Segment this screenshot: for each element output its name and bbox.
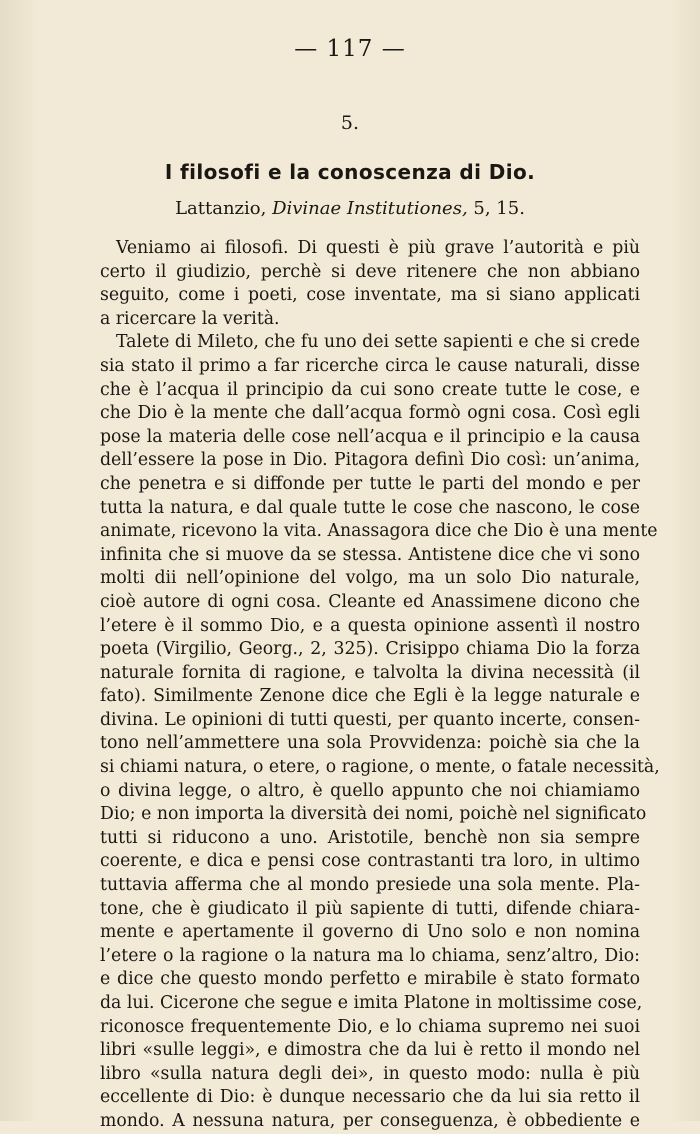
source-citation bbox=[0, 198, 700, 219]
text-line: naturale fornita di ragione, e talvolta la divina necessità (il bbox=[100, 662, 640, 683]
text-line: tutti si riducono a uno. Aristotile, benchè non sia sempre bbox=[100, 827, 640, 848]
text-line: mente e apertamente il governo di Uno solo e non nomina bbox=[100, 922, 640, 943]
text-line: riconosce frequentemente Dio, e lo chiama supremo nei suoi bbox=[100, 1016, 640, 1037]
text-line: tone, che è giudicato il più sapiente di tutti, difende chiara- bbox=[100, 898, 640, 919]
chapter-title: I filosofi e la conoscenza di Dio. bbox=[164, 160, 536, 184]
text-line: che è l’acqua il principio da cui sono create tutte le cose, e bbox=[100, 379, 640, 400]
section-number: 5. bbox=[340, 112, 360, 134]
text-line: mondo. A nessuna natura, per conseguenza, è obbediente e bbox=[100, 1110, 640, 1131]
text-line: seguito, come i poeti, cose inventate, ma si siano applicati bbox=[100, 285, 640, 306]
text-line: o divina legge, o altro, è quello appunto che noi chiamiamo bbox=[100, 780, 640, 801]
text-line: tuttavia afferma che al mondo presiede una sola mente. Pla- bbox=[100, 875, 640, 896]
text-line: animate, ricevono la vita. Anassagora dice che Dio è una mente bbox=[100, 521, 658, 542]
text-line: libri «sulle leggi», e dimostra che da lui è retto il mondo nel bbox=[100, 1040, 640, 1061]
text-line: sia stato il primo a far ricerche circa le cause naturali, disse bbox=[100, 355, 640, 376]
text-line: l’etere o la ragione o la natura ma lo chiama, senz’altro, Dio: bbox=[100, 945, 640, 966]
text-line: libro «sulla natura degli dei», in questo modo: nulla è più bbox=[100, 1063, 640, 1084]
text-line: eccellente di Dio: è dunque necessario che da lui sia retto il bbox=[100, 1087, 640, 1108]
source-work: Divinae Institutiones, bbox=[272, 198, 468, 219]
text-line: dell’essere la pose in Dio. Pitagora definì Dio così: un’anima, bbox=[100, 450, 640, 471]
text-line: poeta (Virgilio, Georg., 2, 325). Crisippo chiama Dio la forza bbox=[100, 639, 640, 660]
text-line: tono nell’ammettere una sola Provvidenza: poichè sia che la bbox=[100, 733, 640, 754]
text-line: si chiami natura, o etere, o ragione, o mente, o fatale necessità, bbox=[100, 757, 660, 778]
text-line: pose la materia delle cose nell’acqua e il principio e la causa bbox=[100, 426, 640, 447]
text-line: Dio; e non importa la diversità dei nomi, poichè nel significato bbox=[100, 804, 647, 825]
text-line: coerente, e dica e pensi cose contrastanti tra loro, in ultimo bbox=[100, 851, 640, 872]
source-reference: 5, 15. bbox=[467, 198, 525, 219]
text-line: da lui. Cicerone che segue e imita Platone in moltissime cose, bbox=[100, 993, 643, 1013]
text-line: cioè autore di ogni cosa. Cleante ed Anassimene dicono che bbox=[100, 591, 640, 612]
text-line: che Dio è la mente che dall’acqua formò ogni cosa. Così egli bbox=[100, 403, 640, 424]
text-line: a ricercare la verità. bbox=[100, 308, 280, 329]
text-line: fato). Similmente Zenone dice che Egli è la legge naturale e bbox=[100, 686, 640, 707]
text-line: Talete di Mileto, che fu uno dei sette sapienti e che si crede bbox=[116, 332, 640, 353]
text-line: tutta la natura, e dal quale tutte le cose che nascono, le cose bbox=[100, 497, 640, 518]
text-line: certo il giudizio, perchè si deve ritenere che non abbiano bbox=[100, 261, 640, 282]
text-line: divina. Le opinioni di tutti questi, per quanto incerte, consen- bbox=[100, 709, 640, 730]
body-text bbox=[100, 237, 660, 1134]
text-line: che penetra e si diffonde per tutte le parti del mondo e per bbox=[100, 473, 640, 494]
page-number: — 117 — bbox=[294, 36, 406, 62]
text-line: l’etere è il sommo Dio, e a questa opinione assentì il nostro bbox=[100, 615, 640, 636]
source-author: Lattanzio, bbox=[175, 198, 273, 219]
text-line: Veniamo ai filosofi. Di questi è più grave l’autorità e più bbox=[116, 238, 640, 258]
text-line: e dice che questo mondo perfetto e mirabile è stato formato bbox=[100, 969, 640, 990]
text-line: infinita che si muove da se stessa. Antistene dice che vi sono bbox=[100, 544, 640, 565]
text-line: molti dii nell’opinione del volgo, ma un solo Dio naturale, bbox=[100, 568, 640, 589]
